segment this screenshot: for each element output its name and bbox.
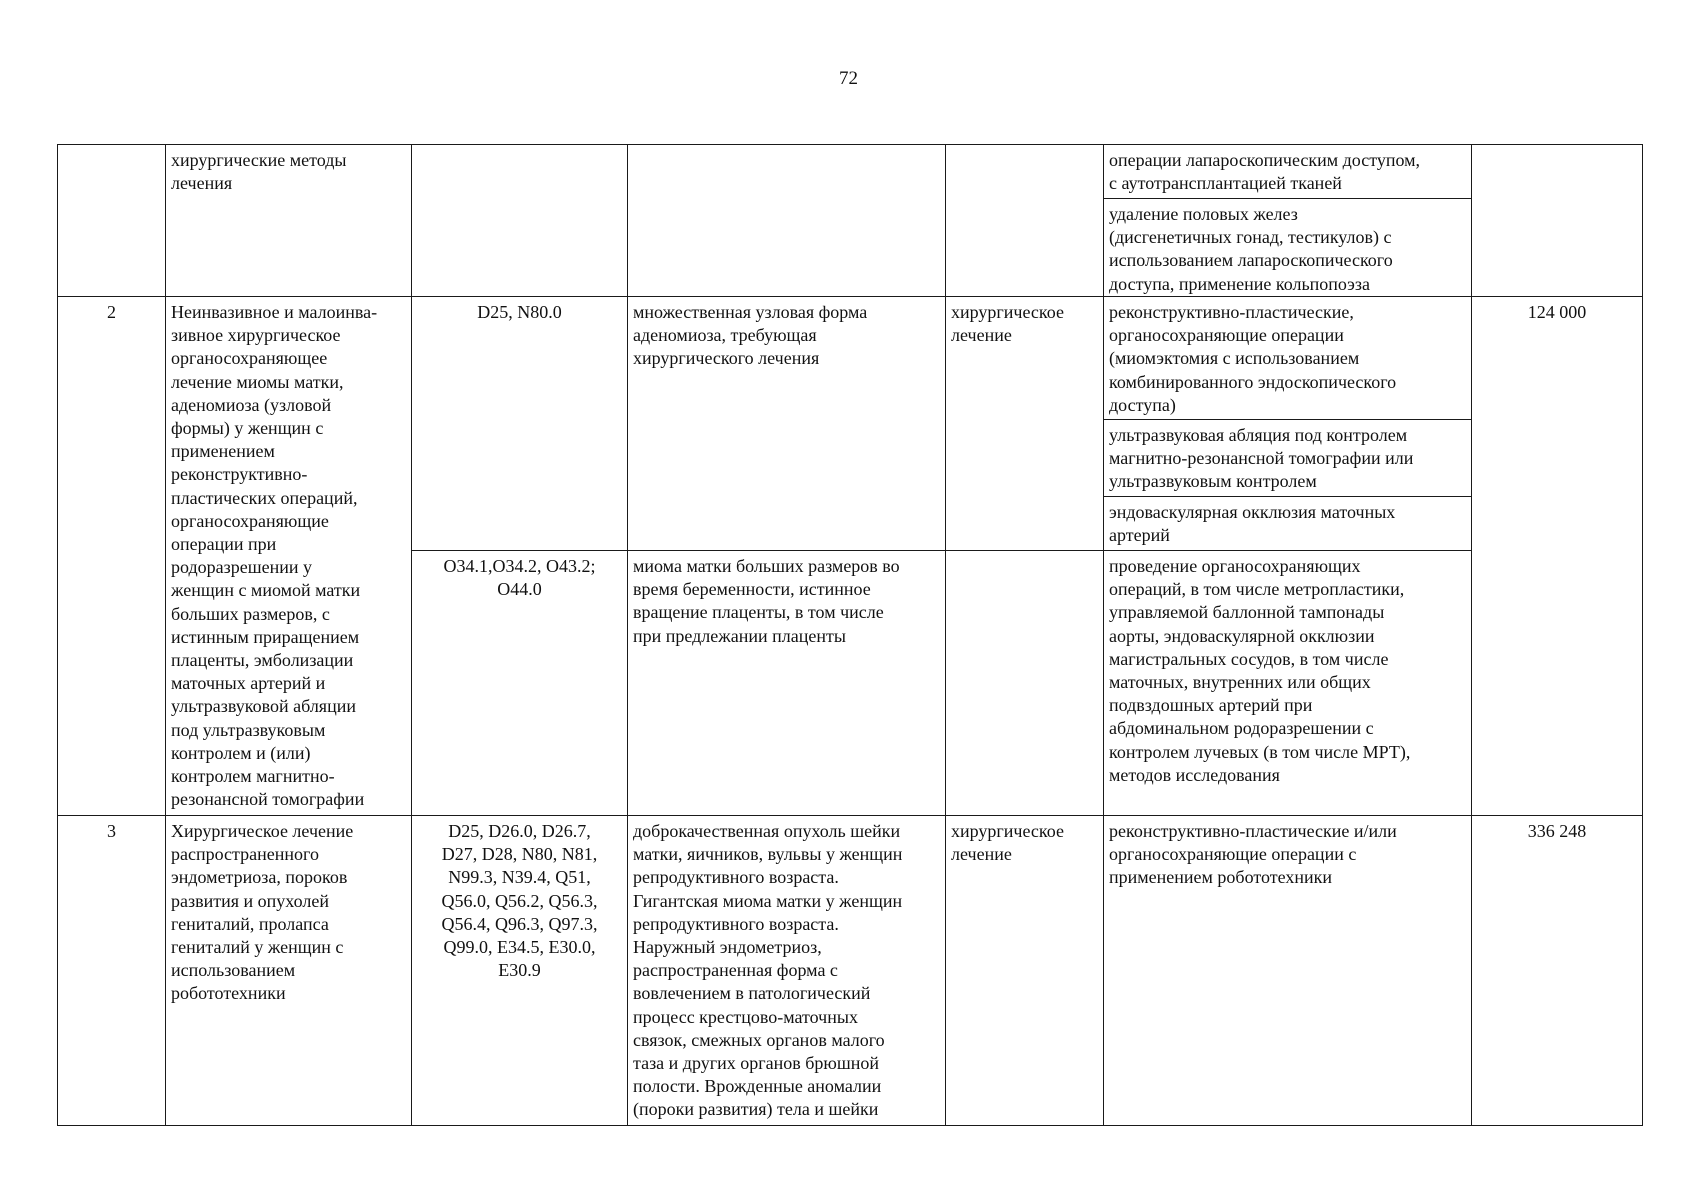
text-line: лечение миомы матки, <box>171 371 344 392</box>
text-line: ультразвуковым контролем <box>1109 471 1317 492</box>
cell-cost-continued <box>1472 145 1643 297</box>
text-line: плаценты, эмболизации <box>171 650 354 671</box>
text-line: зивное хирургическое <box>171 325 341 346</box>
text-line: таза и других органов брюшной <box>633 1053 879 1074</box>
text-line: управляемой баллонной тампонады <box>1109 602 1385 623</box>
text-line: подвздошных артерий при <box>1109 695 1313 716</box>
text-line: хирургическое <box>951 821 1064 841</box>
text-line: истинным приращением <box>171 626 360 647</box>
cell-cost-2: 124 000 <box>1472 297 1643 816</box>
cell-codes-continued <box>412 145 628 297</box>
cell-method-3 <box>1104 816 1472 1126</box>
text-line: эндометриоза, пороков <box>171 867 348 888</box>
cell-codes-2a <box>412 297 628 551</box>
text-line: женщин с миомой матки <box>171 580 361 601</box>
cell-diagnosis-continued <box>628 145 946 297</box>
cell-method-2a-2 <box>1104 420 1472 497</box>
text-line: E30.9 <box>498 960 541 981</box>
cell-cost-3: 336 248 <box>1472 816 1643 1126</box>
cell-diagnosis-2b <box>628 551 946 816</box>
text-line: применением <box>171 441 275 462</box>
text-line: распространенного <box>171 844 319 865</box>
text-line: репродуктивного возраста. <box>633 867 839 888</box>
text-line: Q56.4, Q96.3, Q97.3, <box>441 913 598 934</box>
text-line: хирургического лечения <box>633 348 820 369</box>
text-line: больших размеров, с <box>171 603 330 624</box>
medical-care-table <box>57 144 1643 1126</box>
text-line: использованием <box>171 960 296 981</box>
text-line: артерий <box>1109 525 1170 546</box>
text-line: реконструктивно- <box>171 464 308 485</box>
text-line: органосохраняющие операции <box>1109 325 1344 346</box>
text-line: гениталий, пролапса <box>171 913 329 934</box>
text-line: контролем магнитно- <box>171 766 335 787</box>
text-line: абдоминальном родоразрешении с <box>1109 718 1374 739</box>
text-line: процесс крестцово-маточных <box>633 1006 858 1027</box>
text-line: формы) у женщин с <box>171 418 324 439</box>
text-line: проведение органосохраняющих <box>1109 556 1361 576</box>
text-line: миома матки больших размеров во <box>633 556 900 576</box>
cell-num-3: 3 <box>58 816 166 1126</box>
text-line: резонансной томографии <box>171 789 365 810</box>
text-line: реконструктивно-пластические и/или <box>1109 821 1397 841</box>
cell-method-2a-3 <box>1104 497 1472 551</box>
cell-treatment-2a <box>946 297 1104 551</box>
text-line: удаление половых желез <box>1109 204 1298 224</box>
cell-treatment-continued <box>946 145 1104 297</box>
text-line: распространенная форма с <box>633 960 838 981</box>
text-line: магистральных сосудов, в том числе <box>1109 648 1389 669</box>
text-line: при предлежании плаценты <box>633 625 846 646</box>
text-line: матки, яичников, вульвы у женщин <box>633 844 903 865</box>
text-line: эндоваскулярная окклюзия маточных <box>1109 502 1396 522</box>
text-line: Неинвазивное и малоинва- <box>171 302 378 322</box>
text-line: вращение плаценты, в том числе <box>633 602 884 623</box>
text-line: под ультразвуковым <box>171 719 326 740</box>
cell-diagnosis-2a <box>628 297 946 551</box>
text-line: с аутотрансплантацией тканей <box>1109 173 1342 194</box>
page-number: 72 <box>839 68 858 89</box>
text-line: гениталий у женщин с <box>171 937 344 958</box>
text-line: D27, D28, N80, N81, <box>441 844 598 865</box>
text-line: (дисгенетичных гонад, тестикулов) с <box>1109 227 1392 248</box>
text-line: ультразвуковая абляция под контролем <box>1109 425 1408 445</box>
text-line: O34.1,O34.2, O43.2; <box>443 556 596 576</box>
text-line: применением робототехники <box>1109 867 1332 888</box>
cell-codes-3 <box>412 816 628 1126</box>
text-line: N99.3, N39.4, Q51, <box>448 867 591 888</box>
text-line: доброкачественная опухоль шейки <box>633 821 901 841</box>
cell-method-2a-1 <box>1104 297 1472 420</box>
text-line: комбинированного эндоскопического <box>1109 371 1397 392</box>
text-line: лечения <box>171 173 233 194</box>
text-line: маточных, внутренних или общих <box>1109 672 1371 693</box>
table-row-3 <box>58 816 1643 1126</box>
text-line: контролем лучевых (в том числе МРТ), <box>1109 741 1411 762</box>
cell-codes-2b <box>412 551 628 816</box>
text-line: вовлечением в патологический <box>633 983 871 1004</box>
cell-treatment-2b <box>946 551 1104 816</box>
text-line: органосохраняющие <box>171 510 329 531</box>
text-line: (пороки развития) тела и шейки <box>633 1099 879 1120</box>
text-line: развития и опухолей <box>171 890 329 911</box>
text-line: Наружный эндометриоз, <box>633 937 822 958</box>
cell-method-continued-1 <box>1104 145 1472 199</box>
text-line: множественная узловая форма <box>633 302 868 322</box>
text-line: операций, в том числе метропластики, <box>1109 579 1405 600</box>
text-line: маточных артерий и <box>171 673 326 694</box>
text-line: Q56.0, Q56.2, Q56.3, <box>441 890 598 911</box>
text-line: операции лапароскопическим доступом, <box>1109 150 1421 170</box>
text-line: (миомэктомия с использованием <box>1109 348 1360 369</box>
text-line: полости. Врожденные аномалии <box>633 1076 882 1097</box>
text-line: контролем и (или) <box>171 742 311 763</box>
text-line: O44.0 <box>497 579 542 600</box>
text-line: магнитно-резонансной томографии или <box>1109 448 1414 469</box>
text-line: Q99.0, E34.5, E30.0, <box>443 937 596 958</box>
cell-treatment-3 <box>946 816 1104 1126</box>
text-line: аденомиоза (узловой <box>171 394 332 415</box>
cell-name-continued <box>166 145 412 297</box>
text-line: аорты, эндоваскулярной окклюзии <box>1109 625 1375 646</box>
text-line: использованием лапароскопического <box>1109 250 1393 271</box>
table-row-continued <box>58 145 1643 199</box>
text-line: связок, смежных органов малого <box>633 1029 885 1050</box>
text-line: Хирургическое лечение <box>171 821 354 841</box>
text-line: Гигантская миома матки у женщин <box>633 890 903 911</box>
cell-name-2 <box>166 297 412 816</box>
text-line: реконструктивно-пластические, <box>1109 302 1354 322</box>
text-line: репродуктивного возраста. <box>633 913 839 934</box>
cell-num-continued <box>58 145 166 297</box>
text-line: робототехники <box>171 983 286 1004</box>
text-line: доступа) <box>1109 394 1176 415</box>
cell-num-2: 2 <box>58 297 166 816</box>
text-line: родоразрешении у <box>171 557 312 578</box>
text-line: доступа, применение кольпопоэза <box>1109 273 1370 294</box>
text-line: хирургические методы <box>171 150 347 170</box>
text-line: аденомиоза, требующая <box>633 325 817 346</box>
cell-name-3 <box>166 816 412 1126</box>
cell-method-2b-1 <box>1104 551 1472 816</box>
text-line: хирургическое <box>951 302 1064 322</box>
text-line: лечение <box>951 844 1012 865</box>
text-line: D25, N80.0 <box>477 302 562 322</box>
text-line: D25, D26.0, D26.7, <box>448 821 591 841</box>
cell-method-continued-2 <box>1104 199 1472 297</box>
text-line: лечение <box>951 325 1012 346</box>
cell-diagnosis-3 <box>628 816 946 1126</box>
text-line: операции при <box>171 534 277 555</box>
text-line: органосохраняющее <box>171 348 328 369</box>
text-line: ультразвуковой абляции <box>171 696 356 717</box>
table-row-2a <box>58 297 1643 420</box>
text-line: пластических операций, <box>171 487 358 508</box>
text-line: методов исследования <box>1109 764 1280 785</box>
text-line: время беременности, истинное <box>633 579 871 600</box>
text-line: органосохраняющие операции с <box>1109 844 1357 865</box>
